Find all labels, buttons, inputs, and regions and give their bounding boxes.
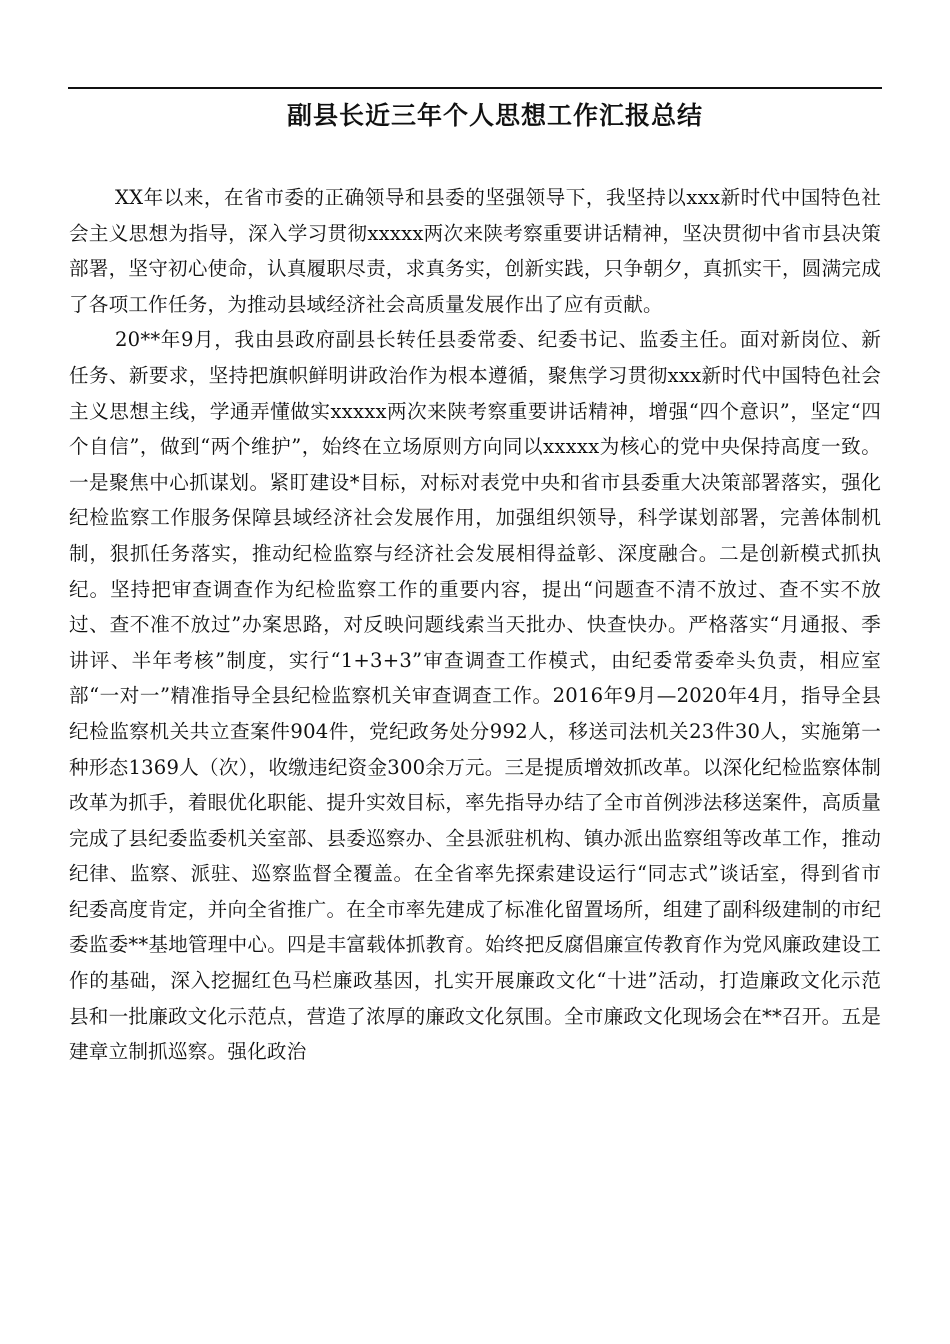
document-title: 副县长近三年个人思想工作汇报总结 xyxy=(286,101,703,130)
paragraph-work-summary: 20**年9月，我由县政府副县长转任县委常委、纪委书记、监委主任。面对新岗位、新任务、新要求，坚持把旗帜鲜明讲政治作为根本遵循，聚焦学习贯彻xxx新时代中国特色社会主义思想主线，学通弄懂做实xxxxx两次来陕考察重要讲话精神，增强“四个意识”，坚定“四个自信”，做到“两个维护”，始终在立场原则方向同以xxxxx为核心的党中央保持高度一致。一是聚焦中心抓谋划。紧盯建设*目标，对标对表党中央和省市县委重大决策部署落实，强化纪检监察工作服务保障县域经济社会发展作用，加强组织领导，科学谋划部署，完善体制机制，狠抓任务落实，推动纪检监察与经济社会发展相得益彰、深度融合。二是创新模式抓执纪。坚持把审查调查作为纪检监察工作的重要内容，提出“问题查不清不放过、查不实不放过、查不准不放过”办案思路，对反映问题线索当天批办、快查快办。严格落实“月通报、季讲评、半年考核”制度，实行“1+3+3”审查调查工作模式，由纪委常委牵头负责，相应室部“一对一”精准指导全县纪检监察机关审查调查工作。2016年9月—2020年4月，指导全县纪检监察机关共立查案件904件，党纪政务处分992人，移送司法机关23件30人，实施第一种形态1369人（次），收缴违纪资金300余万元。三是提质增效抓改革。以深化纪检监察体制改革为抓手，着眼优化职能、提升实效目标，率先指导办结了全市首例涉法移送案件，高质量完成了县纪委监委机关室部、县委巡察办、全县派驻机构、镇办派出监察组等改革工作，推动纪律、监察、派驻、巡察监督全覆盖。在全省率先探索建设运行“同志式”谈话室，得到省市纪委高度肯定，并向全省推广。在全市率先建成了标准化留置场所，组建了副科级建制的市纪委监委**基地管理中心。四是丰富载体抓教育。始终把反腐倡廉宣传教育作为党风廉政建设工作的基础，深入挖掘红色马栏廉政基因，扎实开展廉政文化“十进”活动，打造廉政文化示范县和一批廉政文化示范点，营造了浓厚的廉政文化氛围。全市廉政文化现场会在**召开。五是建章立制抓巡察。强化政治 xyxy=(69,328,881,1064)
header-rule xyxy=(68,87,882,89)
paragraph-intro: XX年以来，在省市委的正确领导和县委的坚强领导下，我坚持以xxx新时代中国特色社会主义思想为指导，深入学习贯彻xxxxx两次来陕考察重要讲话精神，坚决贯彻中省市县决策部署，坚守初心使命，认真履职尽责，求真务实，创新实践，只争朝夕，真抓实干，圆满完成了各项工作任务，为推动县域经济社会高质量发展作出了应有贡献。 xyxy=(69,186,881,316)
document-body xyxy=(69,180,881,1070)
